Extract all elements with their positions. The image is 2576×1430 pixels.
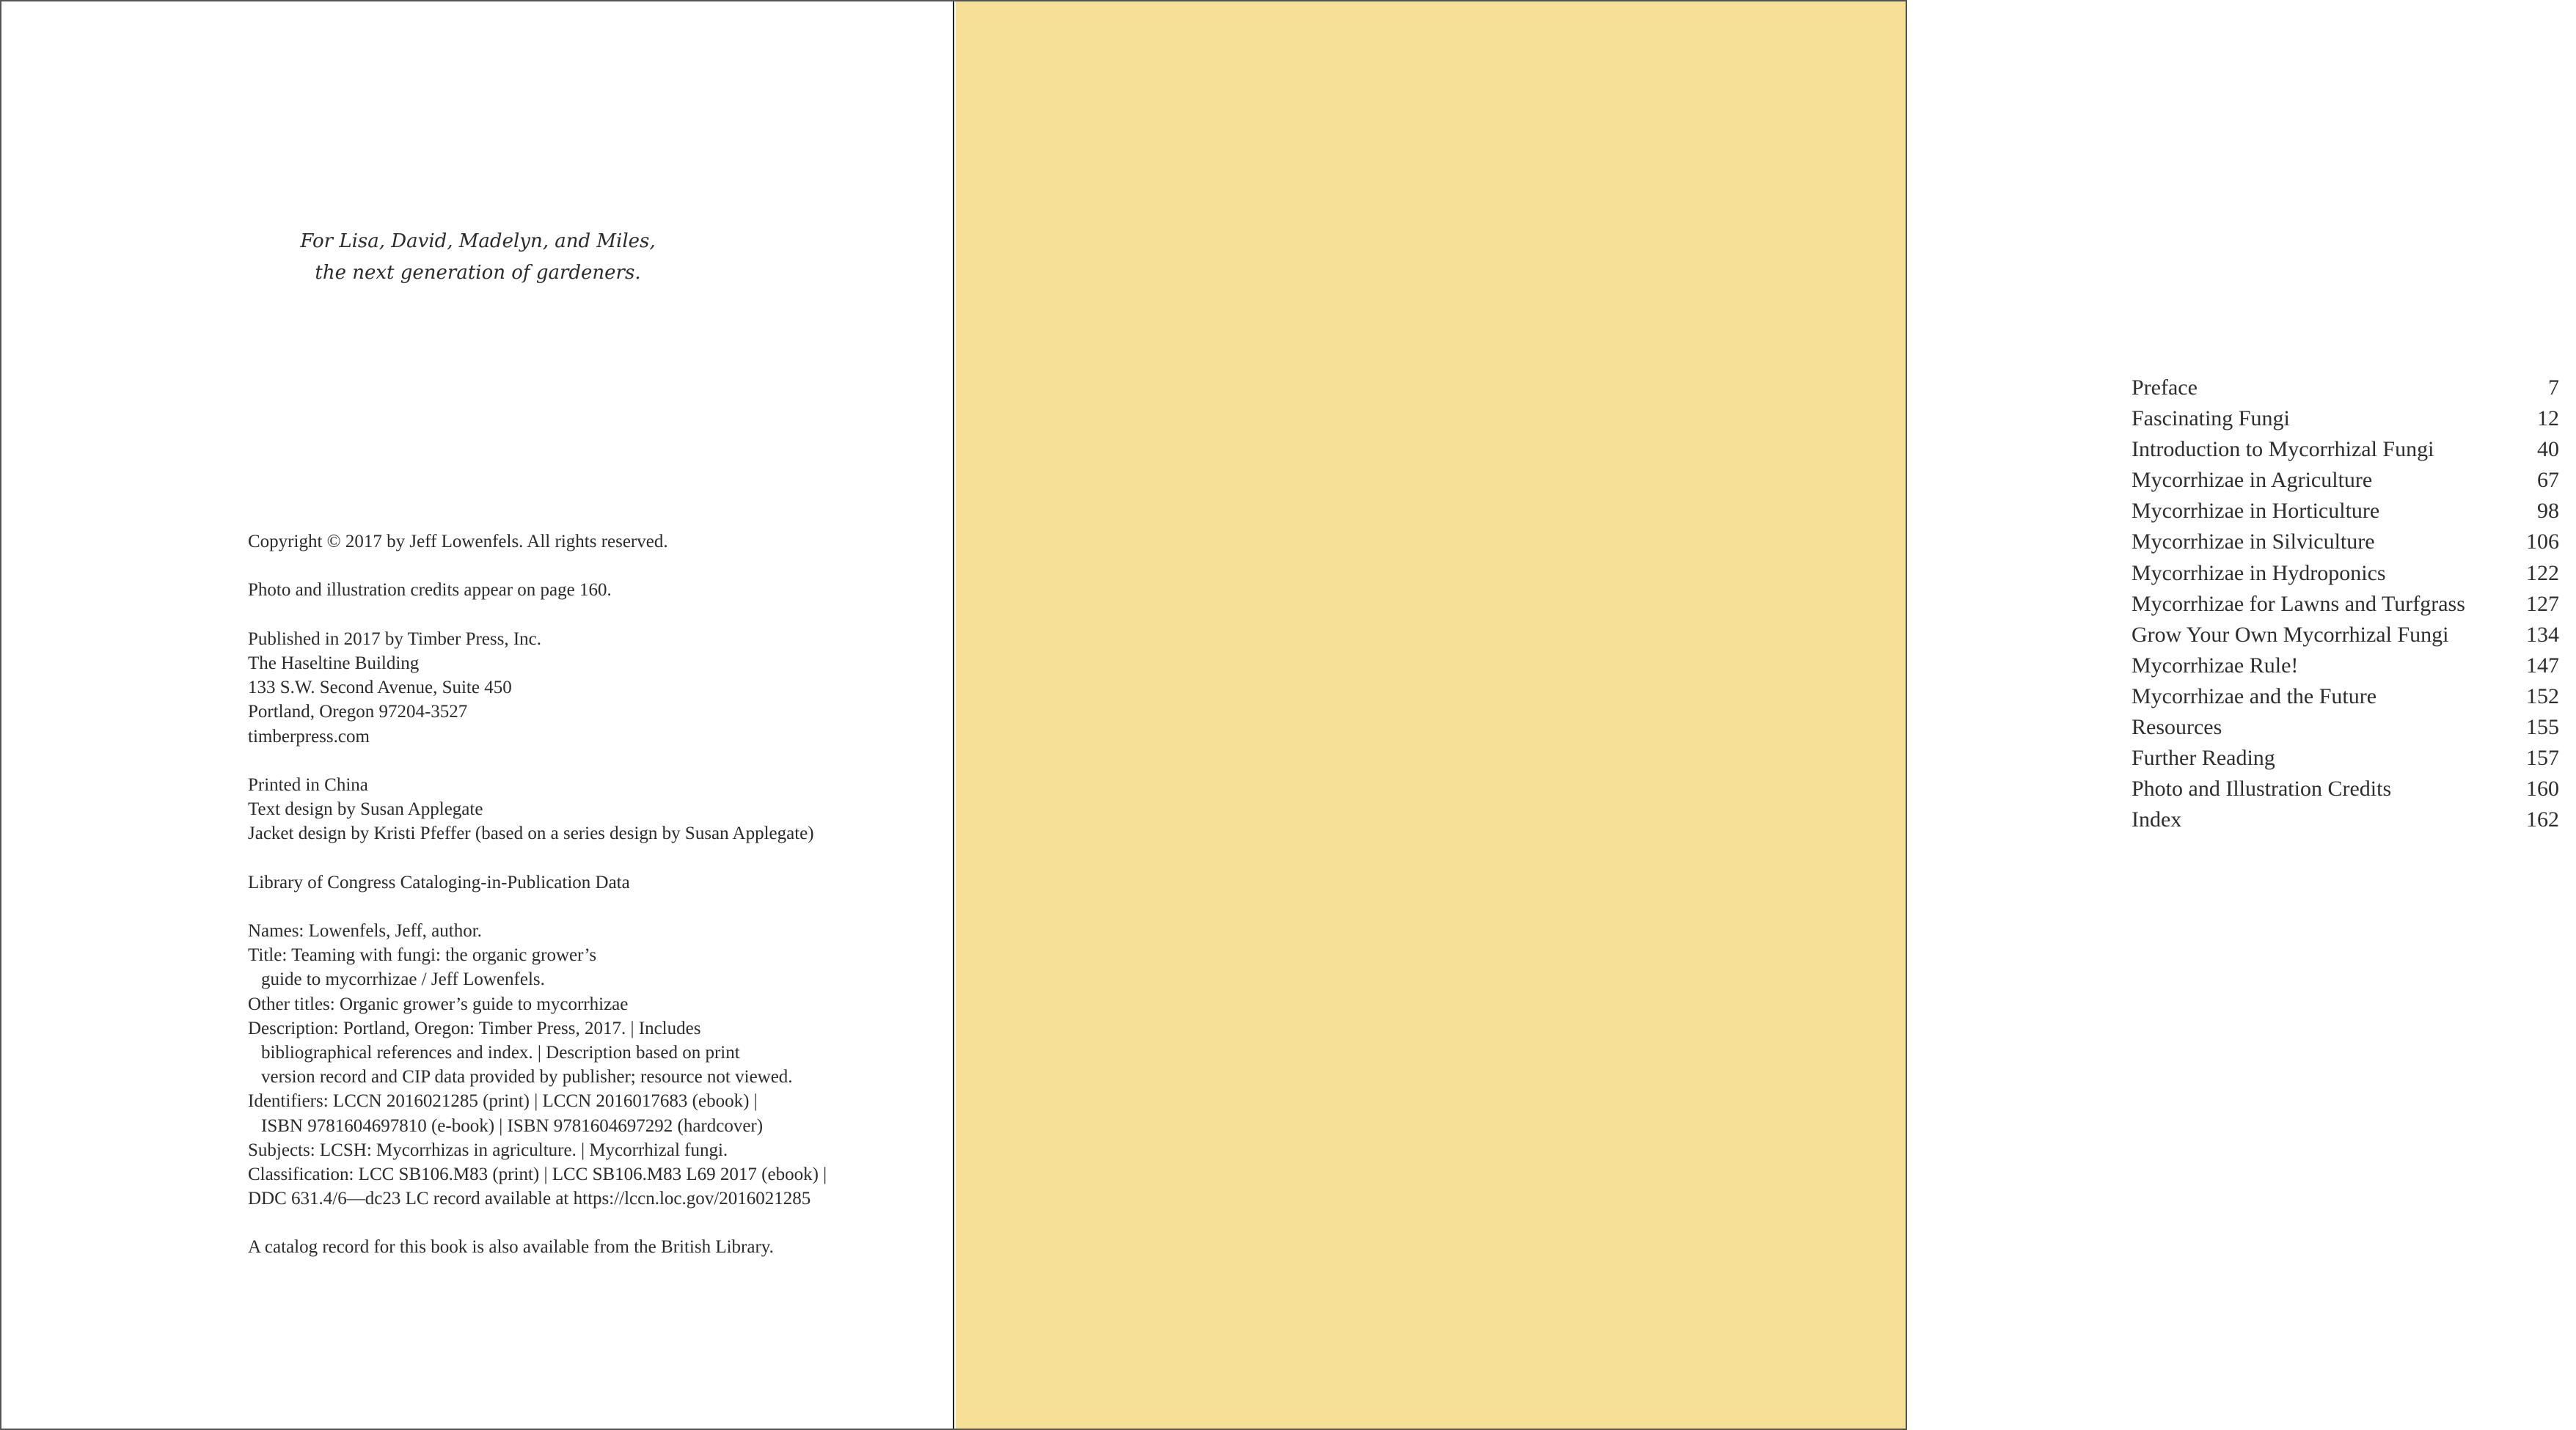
toc-entry-page: 134 <box>2526 622 2559 647</box>
toc-entry-page: 152 <box>2526 683 2559 708</box>
copyright-line: Names: Lowenfels, Jeff, author. <box>248 921 482 941</box>
toc-entry <box>2132 558 2559 589</box>
toc-entry-title: Preface <box>2132 375 2198 400</box>
paragraph-gap <box>248 749 908 773</box>
copyright-line: Printed in China <box>248 774 368 795</box>
toc-entry-title: Introduction to Mycorrhizal Fungi <box>2132 437 2434 462</box>
copyright-page <box>1 1 954 1429</box>
toc-entry <box>2132 650 2559 681</box>
toc-entry-page: 160 <box>2526 777 2559 802</box>
toc-entry-title: Mycorrhizae and the Future <box>2132 683 2377 708</box>
toc-entry-title: Resources <box>2132 715 2222 740</box>
paragraph-gap <box>248 1211 908 1235</box>
paragraph-gap <box>248 895 908 919</box>
copyright-line: ISBN 9781604697810 (e-book) | ISBN 9781604697292 (hardcover) <box>261 1115 764 1136</box>
toc-entry <box>2132 403 2559 434</box>
toc-entry <box>2132 434 2559 465</box>
toc-entry <box>2132 774 2559 804</box>
toc-entry <box>2132 589 2559 620</box>
copyright-line: Title: Teaming with fungi: the organic grower’s <box>248 945 597 966</box>
toc-entry-title: Grow Your Own Mycorrhizal Fungi <box>2132 622 2449 647</box>
toc-entry-title: Photo and Illustration Credits <box>2132 777 2392 802</box>
toc-entry-page: 155 <box>2526 715 2559 740</box>
copyright-line: Photo and illustration credits appear on page 160. <box>248 580 612 601</box>
copyright-line: Library of Congress Cataloging-in-Publication Data <box>248 872 630 892</box>
copyright-line: Published in 2017 by Timber Press, Inc. <box>248 628 542 649</box>
toc-entry-page: 122 <box>2526 560 2559 585</box>
toc-entry-page: 147 <box>2526 653 2559 678</box>
toc-entry-page: 12 <box>2537 406 2559 431</box>
copyright-line: Classification: LCC SB106.M83 (print) | LCC SB106.M83 L69 2017 (ebook) | <box>248 1164 827 1184</box>
copyright-line: Other titles: Organic grower’s guide to mycorrhizae <box>248 994 629 1014</box>
toc-entry <box>2132 620 2559 650</box>
paragraph-gap <box>248 846 908 870</box>
copyright-line: bibliographical references and index. | Description based on print <box>261 1042 740 1063</box>
copyright-line: Text design by Susan Applegate <box>248 799 483 820</box>
contents-title: CONTENTS <box>2126 111 2576 220</box>
toc-entry-title: Further Reading <box>2132 746 2275 771</box>
copyright-line: The Haseltine Building <box>248 653 420 673</box>
copyright-line: DDC 631.4/6—dc23 LC record available at https://lccn.loc.gov/2016021285 <box>248 1189 811 1209</box>
copyright-line: Copyright © 2017 by Jeff Lowenfels. All rights reserved. <box>248 532 668 551</box>
toc-entry <box>2132 496 2559 527</box>
copyright-line: 133 S.W. Second Avenue, Suite 450 <box>248 678 512 698</box>
contents-page <box>956 1 2576 1429</box>
toc-entry-title: Mycorrhizae in Hydroponics <box>2132 560 2386 585</box>
copyright-line: Identifiers: LCCN 2016021285 (print) | LCCN 2016017683 (ebook) | <box>248 1091 758 1112</box>
copyright-line: Description: Portland, Oregon: Timber Press, 2017. | Includes <box>248 1018 701 1038</box>
copyright-line: timberpress.com <box>248 726 370 747</box>
toc-entry-title: Mycorrhizae in Silviculture <box>2132 529 2375 554</box>
toc-entry-page: 98 <box>2537 499 2559 524</box>
toc-entry-title: Fascinating Fungi <box>2132 406 2290 431</box>
toc-entry <box>2132 743 2559 774</box>
dedication-line: For Lisa, David, Madelyn, and Miles, <box>300 230 656 252</box>
copyright-block <box>248 529 908 1260</box>
toc-entry <box>2132 804 2559 835</box>
toc-entry-title: Mycorrhizae in Horticulture <box>2132 499 2380 524</box>
copyright-line: A catalog record for this book is also available from the British Library. <box>248 1237 774 1258</box>
toc-entry <box>2132 465 2559 496</box>
copyright-line: Portland, Oregon 97204-3527 <box>248 702 468 722</box>
toc-entry-page: 106 <box>2526 529 2559 554</box>
dedication <box>1 226 954 289</box>
toc-entry-title: Mycorrhizae in Agriculture <box>2132 468 2373 493</box>
dedication-line: the next generation of gardeners. <box>315 262 641 284</box>
toc-entry-title: Mycorrhizae Rule! <box>2132 653 2299 678</box>
paragraph-gap <box>248 554 908 578</box>
copyright-line: Subjects: LCSH: Mycorrhizas in agriculture. | Mycorrhizal fungi. <box>248 1140 728 1160</box>
copyright-line: guide to mycorrhizae / Jeff Lowenfels. <box>261 969 545 990</box>
toc-entry <box>2132 712 2559 743</box>
toc-entry-page: 40 <box>2537 437 2559 462</box>
copyright-line: version record and CIP data provided by publisher; resource not viewed. <box>261 1067 793 1088</box>
toc-entry-page: 127 <box>2526 591 2559 616</box>
toc-entry <box>2132 527 2559 557</box>
toc-entry-page: 157 <box>2526 746 2559 771</box>
toc-entry <box>2132 373 2559 403</box>
toc-entry-page: 162 <box>2526 807 2559 832</box>
toc-entry-title: Index <box>2132 807 2182 832</box>
paragraph-gap <box>248 603 908 627</box>
copyright-line: Jacket design by Kristi Pfeffer (based on a series design by Susan Applegate) <box>248 824 814 844</box>
table-of-contents <box>2132 373 2559 835</box>
toc-entry-page: 67 <box>2537 468 2559 493</box>
toc-entry <box>2132 681 2559 712</box>
toc-entry-page: 7 <box>2548 375 2559 400</box>
toc-entry-title: Mycorrhizae for Lawns and Turfgrass <box>2132 591 2465 616</box>
